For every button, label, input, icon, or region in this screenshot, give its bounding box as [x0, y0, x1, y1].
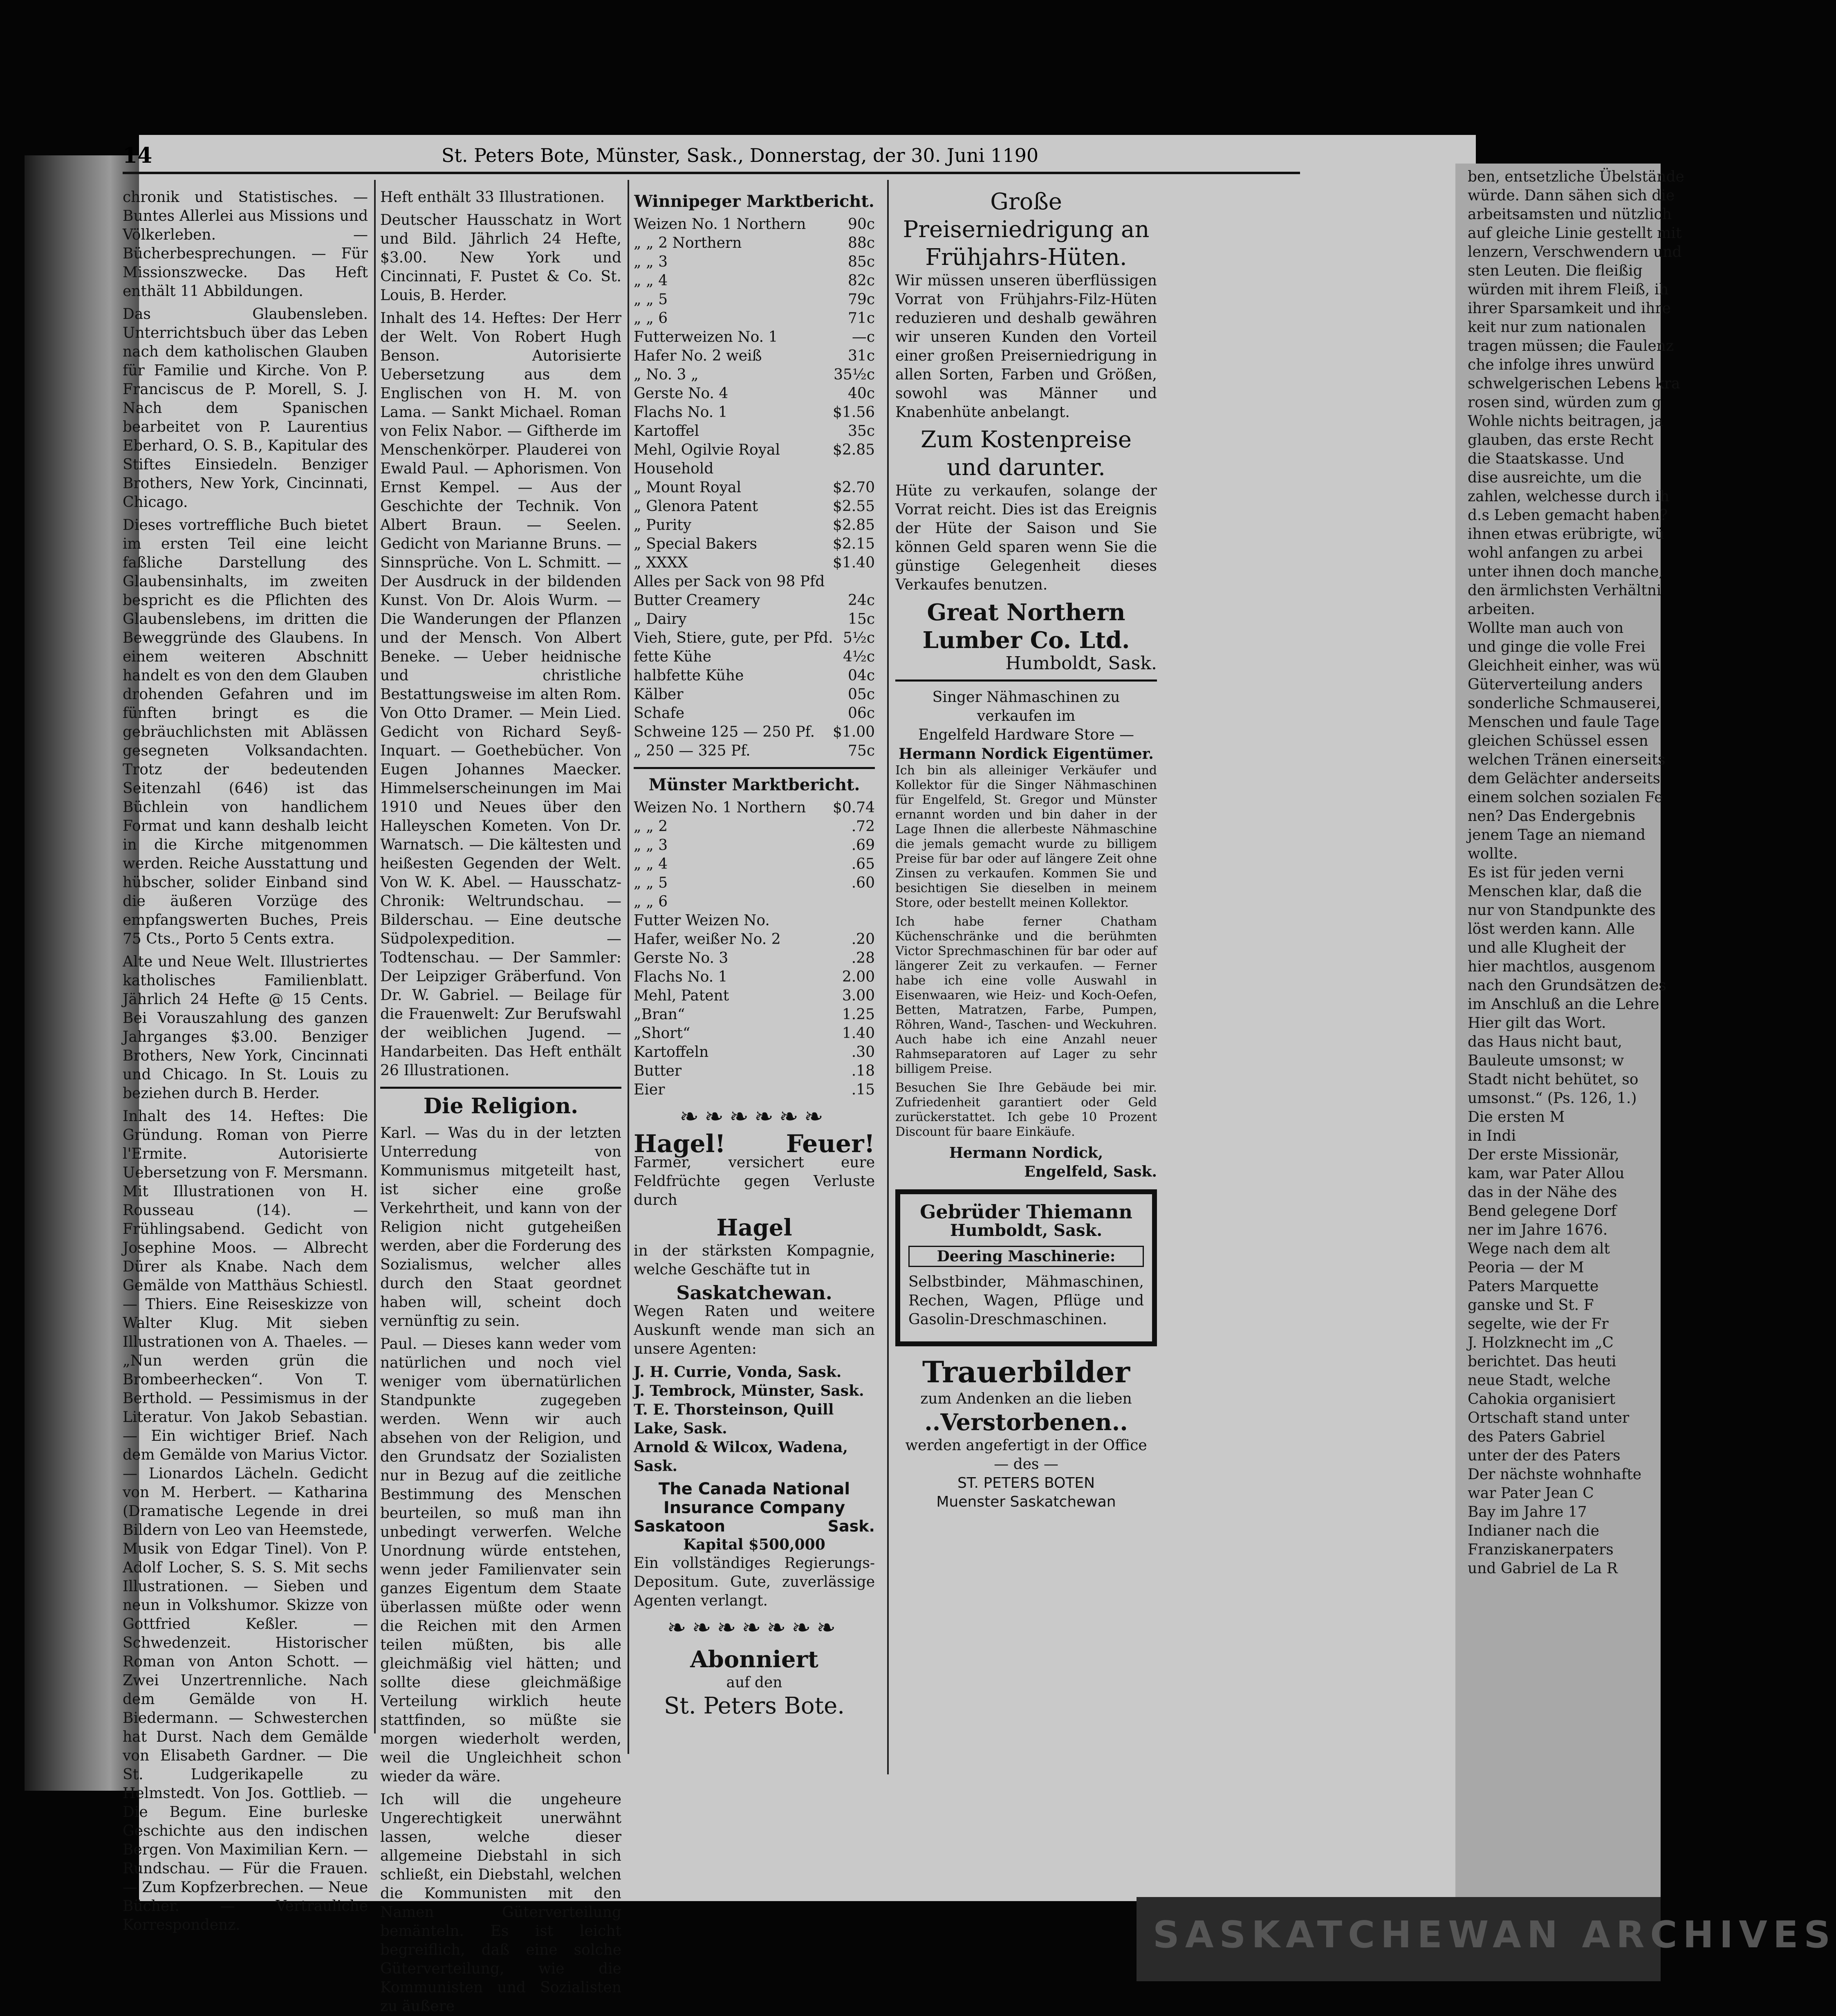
market-price: 40c [848, 385, 875, 402]
market-price: 88c [848, 235, 875, 251]
market-row [634, 422, 875, 441]
trauer-line4: — des — [994, 1456, 1058, 1473]
market-row [634, 1081, 875, 1099]
market-item: Gerste No. 3 [634, 950, 729, 967]
trauer-line5: ST. PETERS BOTEN [957, 1475, 1095, 1491]
market-row [634, 742, 875, 760]
text-line: Bauleute umsonst; w [1468, 1052, 1624, 1069]
market-row [634, 1005, 875, 1024]
next-page-edge [1455, 164, 1684, 1922]
market-item: Mehl, Patent [634, 987, 729, 1004]
text-line: nach den Grundsätzen des [1468, 977, 1666, 994]
text-line: Paters Marquette [1468, 1278, 1599, 1295]
market-item: halbfette Kühe [634, 667, 744, 684]
text-line: Ortschaft stand unter [1468, 1410, 1630, 1426]
hagel-agents-intro: Wegen Raten und weitere Auskunft wende man sich an unsere Agenten: [634, 1303, 875, 1357]
market-item: „ No. 3 „ [634, 366, 699, 383]
market-item: Butter Creamery [634, 592, 760, 609]
cost-price-title: Zum Kostenpreise und darunter. [921, 426, 1132, 481]
text-line: Stadt nicht behütet, so [1468, 1071, 1639, 1088]
text-line: Die ersten M [1468, 1109, 1565, 1126]
market-price: —c [852, 329, 875, 345]
singer-text: Ich bin als alleiniger Verkäufer und Kollektor für die Singer Nähmaschinen für Engelfeld, St. Gregor und Münster ernannt worden und bin daher in der Lage Ihnen die allerbeste Nähmaschine die jemals gemacht wurde zu billigem Preise für bar oder auf längere Zeit ohne Zinsen zu verkaufen. Kommen Sie und besichtigen Sie dieselben in meinem Store, oder bestellt meinen Kollektor. [895, 763, 1157, 910]
abonniert-line1: Abonniert [690, 1646, 818, 1673]
market-row [634, 1024, 875, 1043]
market-item: „ „ 4 [634, 272, 668, 289]
text-line: ihnen etwas erübrigte, wü [1468, 526, 1664, 543]
text-line: rosen sind, würden zum g [1468, 394, 1661, 411]
text-line: jenem Tage an niemand [1468, 827, 1645, 843]
market-row [634, 836, 875, 855]
market-price: $2.85 [832, 517, 875, 534]
market-row [634, 610, 875, 629]
market-item: Flachs No. 1 [634, 404, 728, 421]
singer-owner: Hermann Nordick Eigentümer. [899, 745, 1154, 762]
ornament-divider: ❧❧❧❧❧❧❧ [667, 1615, 842, 1641]
market-item: Gerste No. 4 [634, 385, 729, 402]
hat-sale-text: Wir müssen unseren überflüssigen Vorrat von Frühjahrs-Filz-Hüten reduzieren und deshalb gewähren wir unseren Kunden den Vorteil einer großen Preiserniedrigung in allen Sorten, Farben und Größen, sowohl was Männer und Knabenhüte anbelangt. [895, 272, 1157, 421]
market-item: Flachs No. 1 [634, 969, 728, 985]
market-item: „ „ 5 [634, 291, 668, 308]
paragraph: Ich will die ungeheure Ungerechtigkeit unerwähnt lassen, welche dieser allgemeine Diebstahl in sich schließt, ein Diebstahl, welchen die Kommunisten mit den Namen Güterverteilung bemänteln. Es ist leicht begreiflich, daß eine solche Güterverteilung, wie die Kommunisten und Sozialisten zu äußere [380, 1791, 621, 2015]
market-price: .20 [851, 931, 875, 948]
text-line: Güterverteilung anders [1468, 676, 1643, 693]
agent-item: J. Tembrock, Münster, Sask. [634, 1382, 864, 1399]
text-line: unter der des Paters [1468, 1447, 1621, 1464]
market-row [634, 253, 875, 271]
text-line: sonderliche Schmauserei, [1468, 695, 1661, 712]
market-price: 2.00 [842, 969, 875, 985]
market-price: $1.56 [832, 404, 875, 421]
abonniert-line2: auf den [726, 1674, 782, 1691]
paragraph: chronik und Statistisches. — Buntes Allerlei aus Missions und Völkerleben. — Bücherbesprechungen. — Für Missionszwecke. Das Heft enthält 11 Abbildungen. [123, 189, 368, 300]
market-price: $0.74 [832, 799, 875, 816]
column-4 [895, 188, 1157, 1783]
agent-item: J. H. Currie, Vonda, Sask. [634, 1363, 842, 1381]
market-price: .28 [851, 950, 875, 967]
market-row [634, 328, 875, 347]
market-row [634, 535, 875, 554]
market-item: Kartoffeln [634, 1044, 709, 1061]
market-item: Futterweizen No. 1 [634, 329, 778, 345]
text-line: Bay im Jahre 17 [1468, 1504, 1587, 1520]
market-price: 35½c [834, 366, 875, 383]
market-price: $1.40 [832, 554, 875, 571]
market-price: 79c [848, 291, 875, 308]
market-price: .18 [851, 1063, 875, 1079]
insurance-company: The Canada National Insurance Company [658, 1480, 850, 1517]
text-line: dem Gelächter anderseits [1468, 770, 1661, 787]
trauer-line1: zum Andenken an die lieben [920, 1390, 1132, 1407]
text-line: d.s Leben gemacht haben? [1468, 507, 1668, 524]
hagel-keyword: Hagel [716, 1214, 792, 1241]
market-item: Kartoffel [634, 423, 699, 440]
market-item: Schweine 125 — 250 Pf. [634, 724, 815, 740]
singer-line2: Engelfeld Hardware Store — [918, 727, 1134, 743]
text-line: Menschen und faule Tage [1468, 714, 1660, 731]
market-price: .69 [851, 837, 875, 854]
market-item: Weizen No. 1 Northern [634, 216, 806, 233]
text-line: des Paters Gabriel [1468, 1428, 1605, 1445]
text-line: Wege nach dem alt [1468, 1240, 1610, 1257]
market-price: .30 [851, 1044, 875, 1061]
market-item: „Short“ [634, 1025, 690, 1042]
market-row [634, 855, 875, 874]
text-line: ganske und St. F [1468, 1297, 1594, 1314]
text-line: Hier gilt das Wort. [1468, 1015, 1606, 1032]
market-item: „ „ 6 [634, 893, 668, 910]
text-line: Franziskanerpaters [1468, 1541, 1614, 1558]
market-item: Vieh, Stiere, gute, per Pfd. [634, 630, 833, 646]
market-price: 24c [848, 592, 875, 609]
market-price: 71c [848, 310, 875, 327]
text-line: welchen Tränen einerseits [1468, 751, 1666, 768]
text-line: würden mit ihrem Fleiß, ih [1468, 281, 1669, 298]
masthead-title: St. Peters Bote, Münster, Sask., Donnerstag, der 30. Juni 1190 [441, 144, 1039, 166]
market-item: Butter [634, 1063, 682, 1079]
market-item: Hafer No. 2 weiß [634, 348, 762, 364]
column-5 [1455, 168, 1684, 1578]
market-row [634, 1062, 875, 1081]
text-line: Der nächste wohnhafte [1468, 1466, 1642, 1483]
muenster-market-table [634, 798, 875, 1099]
text-line: lenzern, Verschwendern und [1468, 244, 1682, 260]
archive-watermark: SASKATCHEWAN ARCHIVES [1137, 1897, 1661, 1981]
thiemann-ad-box [895, 1189, 1157, 1346]
text-line: würde. Dann sähen sich die [1468, 187, 1675, 204]
market-price: $2.70 [832, 479, 875, 496]
page-header [123, 139, 1300, 174]
paragraph: Inhalt des 14. Heftes: Die Gründung. Roman von Pierre l'Ermite. Autorisierte Uebersetzung von F. Mersmann. Mit Illustrationen von H. Rousseau (14). — Frühlingsabend. Gedicht von Josephine Moos. — Albrecht Dürer als Knabe. Nach dem Gemälde von Matthäus Schiestl. — Thiers. Eine Reiseskizze von Walter Klug. Mit sieben Illustrationen von A. Thaeles. — „Nun werden grün die Brombeerhecken“. Von T. Berthold. — Pessimismus in der Literatur. Von Jakob Sebastian. — Ein wichtiger Brief. Nach dem Gemälde von Marius Victor. — Lionardos Lächeln. Gedicht von M. Herbert. — Katharina (Dramatische Legende in drei Bildern von Leo van Heemstede, Musik von Edgar Tinel). Von P. Adolf Locher, S. S. S. Mit sechs Illustrationen. — Sieben und neun in Volkshumor. Skizze von Gottfried Keßler. — Schwedenzeit. Historischer Roman von Anton Schott. — Zwei Unzertrennliche. Nach dem Gemälde von H. Biedermann. — Schwesterchen hat Durst. Nach dem Gemälde von Elisabeth Gardner. — Die St. Ludgerikapelle zu Helmstedt. Von Jos. Gottlieb. — Die Begum. Eine burleske Geschichte aus den indischen Bergen. Von Maximilian Kern. — Rundschau. — Für die Frauen. — Zum Kopfzerbrechen. — Neue Bücher. — Vertrauliche Korrespondenz. [123, 1108, 368, 1933]
column-rule [628, 180, 629, 1754]
market-item: Hafer, weißer No. 2 [634, 931, 781, 948]
divider [380, 1087, 621, 1089]
agent-item: T. E. Thorsteinson, Quill Lake, Sask. [634, 1401, 834, 1437]
market-row [634, 234, 875, 253]
text-line: in Indi [1468, 1128, 1516, 1144]
market-row [634, 666, 875, 685]
deering-label: Deering Maschinerie: [908, 1246, 1144, 1267]
market-row [634, 874, 875, 893]
market-row [634, 723, 875, 742]
text-line: keit nur zum nationalen [1468, 319, 1646, 336]
market-item: „ „ 3 [634, 253, 668, 270]
market-price: 1.25 [842, 1006, 875, 1023]
thiemann-title: Gebrüder Thiemann [920, 1201, 1132, 1223]
text-line: Wollte man auch von [1468, 620, 1624, 637]
text-line: Bend gelegene Dorf [1468, 1203, 1616, 1220]
market-row [634, 497, 875, 516]
text-line: ihrer Sparsamkeit und ihre [1468, 300, 1671, 317]
market-price: .15 [851, 1081, 875, 1098]
market-row [634, 441, 875, 478]
text-line: den ärmlichsten Verhältni [1468, 582, 1661, 599]
market-row [634, 629, 875, 648]
text-line: ner im Jahre 1676. [1468, 1222, 1608, 1238]
market-row [634, 554, 875, 572]
text-line: Peoria — der M [1468, 1259, 1584, 1276]
text-line: zahlen, welchesse durch ih [1468, 488, 1670, 505]
market-price: .65 [851, 856, 875, 872]
market-price: 05c [848, 686, 875, 703]
market-row [634, 949, 875, 968]
market-row [634, 704, 875, 723]
hagel-headline-right: Feuer! [786, 1130, 875, 1158]
market-item: „ Special Bakers [634, 536, 757, 552]
text-line: löst werden kann. Alle [1468, 921, 1635, 937]
market-row [634, 817, 875, 836]
trauer-line6: Muenster Saskatchewan [936, 1493, 1116, 1510]
insurance-capital: Kapital $500,000 [683, 1536, 825, 1553]
market-row [634, 591, 875, 610]
text-line: Wohle nichts beitragen, ja [1468, 413, 1663, 430]
agent-item: Arnold & Wilcox, Wadena, Sask. [634, 1439, 848, 1475]
text-line: J. Holzknecht im „C [1468, 1334, 1614, 1351]
market-item: „ 250 — 325 Pf. [634, 742, 751, 759]
paragraph: Karl. — Was du in der letzten Unterredung von Kommunismus mitgeteilt hast, ist sicher eine große Verkehrtheit, und kann von der Religion nicht gutgeheißen werden, aber die Forderung des Sozialismus, welcher alles durch den Staat geordnet haben will, scheint doch vernünftig zu sein. [380, 1125, 621, 1330]
hagel-headline [634, 1130, 875, 1158]
paragraph: Paul. — Dieses kann weder vom natürlichen und noch viel weniger vom übernatürlichen Standpunkte zugegeben werden. Wenn wir auch absehen von der Religion, und den Grundsatz der Sozialisten nur in Bezug auf die zeitliche Bestimmung des Menschen beurteilen, so muß man ihn unbedingt verwerfen. Welche Unordnung würde entstehen, wenn jeder Familienvater sein ganzes Eigentum dem Staate überlassen müßte oder wenn die Reichen mit den Armen teilen müßten, bis alle gleichmäßig viel hätten; und sollte diese gleichmäßige Verteilung wirklich heute stattfinden, so müßte sie morgen wiederholt werden, weil die Ungleichheit schon wieder da wäre. [380, 1336, 621, 1785]
market-item: „ „ 2 Northern [634, 235, 742, 251]
thiemann-city: Humboldt, Sask. [950, 1221, 1103, 1240]
text-line: umsonst.“ (Ps. 126, 1.) [1468, 1090, 1637, 1107]
hagel-headline-left: Hagel! [634, 1130, 726, 1158]
column-rule [374, 180, 376, 1733]
market-price: 06c [848, 705, 875, 722]
text-line: im Anschluß an die Lehre [1468, 996, 1659, 1013]
column-rule [887, 180, 889, 1774]
market-item: „ Mount Royal [634, 479, 742, 496]
column-1 [123, 188, 368, 1933]
insurance-deposit: Ein vollständiges Regierungs-Depositum. Gute, zuverlässige Agenten verlangt. [634, 1555, 875, 1609]
market-item: fette Kühe [634, 648, 712, 665]
market-item: „ Dairy [634, 611, 687, 628]
market-row [634, 403, 875, 422]
market-price: $2.85 [832, 442, 875, 458]
market-price: .72 [851, 818, 875, 835]
paragraph: Das Glaubensleben. Unterrichtsbuch über das Leben nach dem katholischen Glauben für Familie und Kirche. Von P. Franciscus de P. Morell, S. J. Nach dem Spanischen bearbeitet von P. Laurentius Eberhard, O. S. B., Kapitular des Stiftes Einsiedeln. Benziger Brothers, New York, Cincinnati, Chicago. [123, 306, 368, 511]
text-line: auf gleiche Linie gestellt mit [1468, 225, 1682, 242]
text-line: nur von Standpunkte des [1468, 902, 1656, 919]
text-line: ben, entsetzliche Übelstände [1468, 168, 1684, 185]
market-row [634, 893, 875, 911]
text-line: und alle Klugheit der [1468, 940, 1626, 956]
market-item: Schafe [634, 705, 685, 722]
market-price: 75c [848, 742, 875, 759]
market-row [634, 215, 875, 234]
market-row [634, 290, 875, 309]
market-row [634, 384, 875, 403]
text-line: war Pater Jean C [1468, 1485, 1594, 1502]
text-line: Indianer nach die [1468, 1523, 1599, 1539]
text-line: das in der Nähe des [1468, 1184, 1617, 1201]
text-line: kam, war Pater Allou [1468, 1165, 1625, 1182]
paragraph: Inhalt des 14. Heftes: Der Herr der Welt. Von Robert Hugh Benson. Autorisierte Uebersetzung aus dem Englischen von H. M. von Lama. — Sankt Michael. Roman von Felix Nabor. — Giftherde im Menschenkörper. Plauderei von Ewald Paul. — Aphorismen. Von Ernst Kempel. — Aus der Geschichte der Technik. Von Albert Braun. — Seelen. Gedicht von Marianne Bruns. — Sinnsprüche. Von L. Schmitt. — Der Ausdruck in der bildenden Kunst. Von Dr. Alois Wurm. — Die Wanderungen der Pflanzen und der Mensch. Von Albert Beneke. — Ueber heidnische und christliche Bestattungsweise im alten Rom. Von Otto Dramer. — Mein Lied. Gedicht von Richard Seyß-Inquart. — Goethebücher. Von Eugen Johannes Maecker. Himmelserscheinungen im Mai 1910 und Neues über den Halleyschen Kometen. Von Dr. Warnatsch. — Die kältesten und heißesten Gegenden der Welt. Von W. K. Abel. — Hausschatz-Chronik: Weltrundschau. — Bilderschau. — Eine deutsche Südpolexpedition. — Todtenschau. — Der Sammler: Der Leipziger Gräberfund. Von Dr. W. Gabriel. — Beilage für die Frauenwelt: Zur Berufswahl der weiblichen Jugend. — Handarbeiten. Das Heft enthält 26 Illustrationen. [380, 310, 621, 1079]
hagel-intro: Farmer, versichert eure Feldfrüchte gegen Verluste durch [634, 1154, 875, 1209]
column-3 [634, 188, 875, 1783]
market-item: „Bran“ [634, 1006, 685, 1023]
text-line: che infolge ihres unwürd [1468, 357, 1654, 373]
market-item: „ „ 4 [634, 856, 668, 872]
lumber-city: Humboldt, Sask. [1005, 653, 1157, 674]
divider [634, 767, 875, 769]
market-item: „ „ 3 [634, 837, 668, 854]
market-row [634, 1043, 875, 1062]
text-line: Gleichheit einher, was wü [1468, 657, 1661, 674]
column-2 [380, 188, 621, 2015]
text-line: tragen müssen; die Faulenz [1468, 338, 1674, 354]
market-price: .60 [851, 875, 875, 891]
market-item: Alles per Sack von 98 Pfd [634, 573, 825, 590]
market-price: 04c [848, 667, 875, 684]
text-line: einem solchen sozialen Fe [1468, 789, 1663, 806]
text-line: die Staatskasse. Und [1468, 451, 1625, 467]
market-item: „ Purity [634, 517, 692, 534]
lumber-company: Great Northern Lumber Co. Ltd. [922, 599, 1130, 654]
text-line: nen? Das Endergebnis [1468, 808, 1636, 825]
market-row [634, 685, 875, 704]
market-price: $1.00 [832, 724, 875, 740]
trauer-line2: ..Verstorbenen.. [924, 1409, 1128, 1436]
market-row [634, 968, 875, 987]
market-row [634, 309, 875, 328]
text-line: und Gabriel de La R [1468, 1560, 1618, 1577]
text-line: arbeiten. [1468, 601, 1535, 618]
text-line: hier machtlos, ausgenom [1468, 958, 1656, 975]
market-row [634, 516, 875, 535]
winnipeg-market-table [634, 215, 875, 760]
paragraph: Dieses vortreffliche Buch bietet im ersten Teil eine leicht faßliche Darstellung des Glaubensinhalts, im zweiten bespricht es die Pflichten des Glaubenslebens, im dritten die Beweggründe des Glaubens. In einem weiteren Abschnitt handelt es von den dem Glauben drohenden Gefahren und im fünften bringt es die gebräuchlichsten mit Ablässen gesegneten Volksandachten. Trotz der bedeutenden Seitenzahl (646) ist das Büchlein von handlichem Format und kann deshalb leicht in die Kirche mitgenommen werden. Reiche Ausstattung und hübscher, solider Einband sind die äußeren Vorzüge des empfangswerten Buches, Preis 75 Cts., Porto 5 Cents extra. [123, 517, 368, 947]
market-price: 35c [848, 423, 875, 440]
market-item: Weizen No. 1 Northern [634, 799, 806, 816]
market-row [634, 911, 875, 930]
text-line: schwelgerischen Lebens kra [1468, 375, 1680, 392]
market-item: Mehl, Ogilvie Royal Household [634, 442, 780, 477]
market-item: „ XXXX [634, 554, 688, 571]
ornament-divider: ❧❧❧❧❧❧ [679, 1103, 829, 1130]
hagel-province: Saskatchewan. [676, 1282, 832, 1304]
market-price: 90c [848, 216, 875, 233]
market-price: 82c [848, 272, 875, 289]
text-line: sten Leuten. Die fleißig [1468, 262, 1643, 279]
text-line: glauben, das erste Recht [1468, 432, 1654, 448]
text-line: segelte, wie der Fr [1468, 1316, 1609, 1332]
market-item: Kälber [634, 686, 684, 703]
trauer-title: Trauerbilder [922, 1354, 1130, 1389]
insurance-location [634, 1517, 875, 1535]
market-price: 85c [848, 253, 875, 270]
market-price: 3.00 [842, 987, 875, 1004]
text-line: dise ausreichte, um die [1468, 469, 1642, 486]
text-line: Der erste Missionär, [1468, 1146, 1619, 1163]
market-price: 31c [848, 348, 875, 364]
cost-price-text: Hüte zu verkaufen, solange der Vorrat reicht. Dies ist das Ereignis der Hüte der Saison und Sie können Geld sparen wenn Sie die günstige Gelegenheit dieses Verkaufes benutzen. [895, 482, 1157, 593]
text-line: berichtet. Das heuti [1468, 1353, 1616, 1370]
market-price: $2.15 [832, 536, 875, 552]
text-line: arbeitsamsten und nützlich [1468, 206, 1672, 223]
abonniert-line3: St. Peters Bote. [664, 1693, 845, 1719]
agent-list [634, 1363, 875, 1476]
winnipeg-market-title: Winnipeger Marktbericht. [634, 192, 874, 211]
muenster-market-title: Münster Marktbericht. [648, 775, 860, 794]
text-line: Menschen klar, daß die [1468, 883, 1642, 900]
market-row [634, 798, 875, 817]
singer-text-2: Ich habe ferner Chatham Küchenschränke und die berühmten Victor Sprechmaschinen für bar oder auf längerer Zeit zu verkaufen. — Ferner habe ich eine volle Auswahl in Eisenwaaren, wie Heiz- und Koch-Oefen, Betten, Matratzen, Farbe, Pumpen, Röhren, Wand-, Taschen- und Weckuhren. Auch habe ich eine Anzahl neuer Rahmseparatoren auf Lager zu sehr billigem Preise. [895, 915, 1157, 1076]
insurance-state: Sask. [827, 1517, 875, 1535]
market-row [634, 930, 875, 949]
market-price: 15c [848, 611, 875, 628]
market-row [634, 271, 875, 290]
market-item: „ „ 5 [634, 875, 668, 891]
text-line: wollte. [1468, 845, 1518, 862]
deering-text: Selbstbinder, Mähmaschinen, Rechen, Wagen, Pflüge und Gasolin-Dreschmaschinen. [908, 1274, 1144, 1328]
singer-signature-city: Engelfeld, Sask. [1024, 1163, 1157, 1180]
market-item: „ Glenora Patent [634, 498, 758, 515]
market-item: „ „ 2 [634, 818, 668, 835]
text-line: Es ist für jeden verni [1468, 864, 1624, 881]
text-line: neue Stadt, welche [1468, 1372, 1611, 1389]
singer-text-3: Besuchen Sie Ihre Gebäude bei mir. Zufriedenheit garantiert oder Geld zurückerstattet. Ich gebe 10 Prozent Discount für baare Einkäufe. [895, 1081, 1157, 1139]
market-item: Eier [634, 1081, 665, 1098]
singer-line1: Singer Nähmaschinen zu verkaufen im [932, 689, 1120, 724]
market-row [634, 572, 875, 591]
market-item: „ „ 6 [634, 310, 668, 327]
market-row [634, 478, 875, 497]
market-row [634, 366, 875, 384]
insurance-city: Saskatoon [634, 1517, 725, 1535]
divider [895, 679, 1157, 682]
text-line: das Haus nicht baut, [1468, 1034, 1622, 1050]
text-line: wohl anfangen zu arbei [1468, 545, 1643, 561]
market-row [634, 648, 875, 666]
market-item: Futter Weizen No. [634, 912, 770, 929]
paragraph: Alte und Neue Welt. Illustriertes katholisches Familienblatt. Jährlich 24 Hefte @ 15 Cents. Bei Vorauszahlung des ganzen Jahrganges $3.00. Benziger Brothers, New York, Cincinnati und Chicago. In St. Louis zu beziehen durch B. Herder. [123, 953, 368, 1102]
singer-signature: Hermann Nordick, [949, 1144, 1103, 1162]
market-price: $2.55 [832, 498, 875, 515]
market-price: 4½c [843, 648, 875, 665]
market-row [634, 347, 875, 366]
paragraph: Heft enthält 33 Illustrationen. [380, 189, 605, 206]
market-row [634, 987, 875, 1005]
text-line: unter ihnen doch manche, [1468, 563, 1664, 580]
text-line: Cahokia organisiert [1468, 1391, 1616, 1408]
hat-sale-title: Große Preiserniedrigung an Frühjahrs-Hüten. [903, 188, 1150, 271]
page-number: 14 [123, 143, 152, 168]
market-price: 5½c [843, 630, 875, 646]
article-heading: Die Religion. [423, 1094, 578, 1119]
text-line: und ginge die volle Frei [1468, 639, 1645, 655]
paragraph: Deutscher Hausschatz in Wort und Bild. Jährlich 24 Hefte, $3.00. New York und Cincinnati, F. Pustet & Co. St. Louis, B. Herder. [380, 212, 621, 304]
trauer-line3: werden angefertigt in der Office [905, 1437, 1147, 1454]
market-price: 1.40 [842, 1025, 875, 1042]
text-line: gleichen Schüssel essen [1468, 733, 1648, 749]
hagel-text: in der stärksten Kompagnie, welche Geschäfte tut in [634, 1242, 875, 1278]
